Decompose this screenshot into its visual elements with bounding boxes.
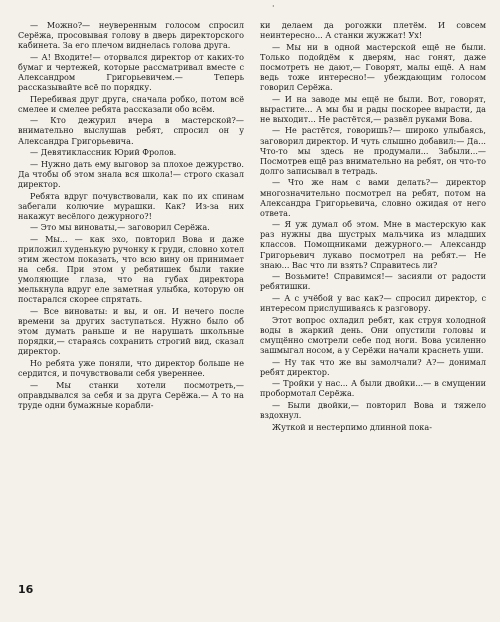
paragraph: Перебивая друг друга, сначала робко, потом всё смелее и смелее ребята рассказали обо всём. xyxy=(18,93,244,114)
page-top-mark: · xyxy=(272,2,275,11)
paragraph: — И на заводе мы ещё не были. Вот, говорят, вырастите... А мы бы и рады поскорее вырасти, да не выходит... Не растётся,— развёл руками Вова. xyxy=(260,93,486,124)
right-column xyxy=(260,20,486,592)
paragraph: — Девятиклассник Юрий Фролов. xyxy=(30,147,177,158)
paragraph: Но ребята уже поняли, что директор больше не сердится, и почувствовали себя увереннее. xyxy=(18,358,244,379)
paragraph: Ребята вдруг почувствовали, как по их спинам забегали колючие мурашки. Как? Из-за них накажут весёлого дежурного?! xyxy=(18,190,244,221)
paragraph: — Мы ни в одной мастерской ещё не были. Только подойдём к дверям, нас гонят, даже посмотреть не дают,— Говорят, малы ещё. А нам ведь тоже интересно!— убеждающим голосом говорил Серёжа. xyxy=(260,41,486,93)
left-column xyxy=(18,20,244,592)
paragraph-continuation: ки делаем да рогожки плетём. И совсем неинтересно... А станки жужжат! Ух! xyxy=(260,20,486,41)
paragraph: — Возьмите! Справимся!— засияли от радости ребятишки. xyxy=(260,271,486,292)
paragraph: — Кто дежурил вчера в мастерской?— внимательно выслушав ребят, спросил он у Александра Григорьевича. xyxy=(18,115,244,146)
paragraph: — А! Входите!— оторвался директор от каких-то бумаг и чертежей, которые рассматривал вместе с Александром Григорьевичем.— Теперь рассказывайте всё по порядку. xyxy=(18,51,244,93)
text-columns xyxy=(18,20,486,592)
paragraph: — Я уж думал об этом. Мне в мастерскую как раз нужны два шустрых мальчика из младших классов. Помощниками дежурного.— Александр Григорьевич лукаво посмотрел на ребят.— Не знаю... Вас что ли взять? Справитесь ли? xyxy=(260,219,486,270)
paragraph: — Ну так что же вы замолчали? А?— донимал ребят директор. xyxy=(260,356,486,377)
paragraph: — Не растётся, говоришь?— широко улыбаясь, заговорил директор. И чуть слышно добавил:— Да... Что-то мы здесь не продумали... Забыли...— Посмотрев ещё раз внимательно на ребят, он что-то долго записывал в тетрадь. xyxy=(260,125,486,176)
page-number: 16 xyxy=(18,583,34,596)
paragraph: — Все виноваты: и вы, и он. И нечего после времени за других заступаться. Нужно было об этом думать раньше и не нарушать школьные порядки,— стараясь сохранить строгий вид, сказал директор. xyxy=(18,306,244,357)
paragraph: — Это мы виноваты,— заговорил Серёжа. xyxy=(30,222,210,233)
paragraph: — Мы... — как эхо, повторил Вова и даже приложил худенькую ручонку к груди, словно хотел этим жестом показать, что всю вину он принимает на себя. При этом у ребятишек были такие умоляющие глаза, что на губах директора мелькнула вдруг еле заметная улыбка, которую он постарался скорее спрятать. xyxy=(18,233,244,305)
paragraph: — Мы станки хотели посмотреть,— оправдывался за себя и за друга Серёжа.— А то на труде одни бумажные корабли- xyxy=(18,379,244,410)
paragraph: — Нужно дать ему выговор за плохое дежурство. Да чтобы об этом знала вся школа!— строго сказал директор. xyxy=(18,158,244,189)
paragraph: — Были двойки,— повторил Вова и тяжело вздохнул. xyxy=(260,399,486,420)
paragraph: — Тройки у нас... А были двойки...— в смущении пробормотал Серёжа. xyxy=(260,378,486,399)
paragraph: — Можно?— неуверенным голосом спросил Серёжа, просовывая голову в дверь директорского кабинета. За его плечом виднелась голова друга. xyxy=(18,20,244,51)
paragraph: Жуткой и нестерпимо длинной пока- xyxy=(272,421,432,432)
paragraph: Этот вопрос охладил ребят, как струя холодной воды в жаркий день. Они опустили головы и смущённо смотрели себе под ноги. Вова усиленно зашмыгал носом, а у Серёжи начали краснеть уши. xyxy=(260,314,486,355)
paragraph: — А с учёбой у вас как?— спросил директор, с интересом прислушиваясь к разговору. xyxy=(260,292,486,314)
paragraph: — Что же нам с вами делать?— директор многозначительно посмотрел на ребят, потом на Александра Григорьевича, словно ожидая от него ответа. xyxy=(260,177,486,218)
